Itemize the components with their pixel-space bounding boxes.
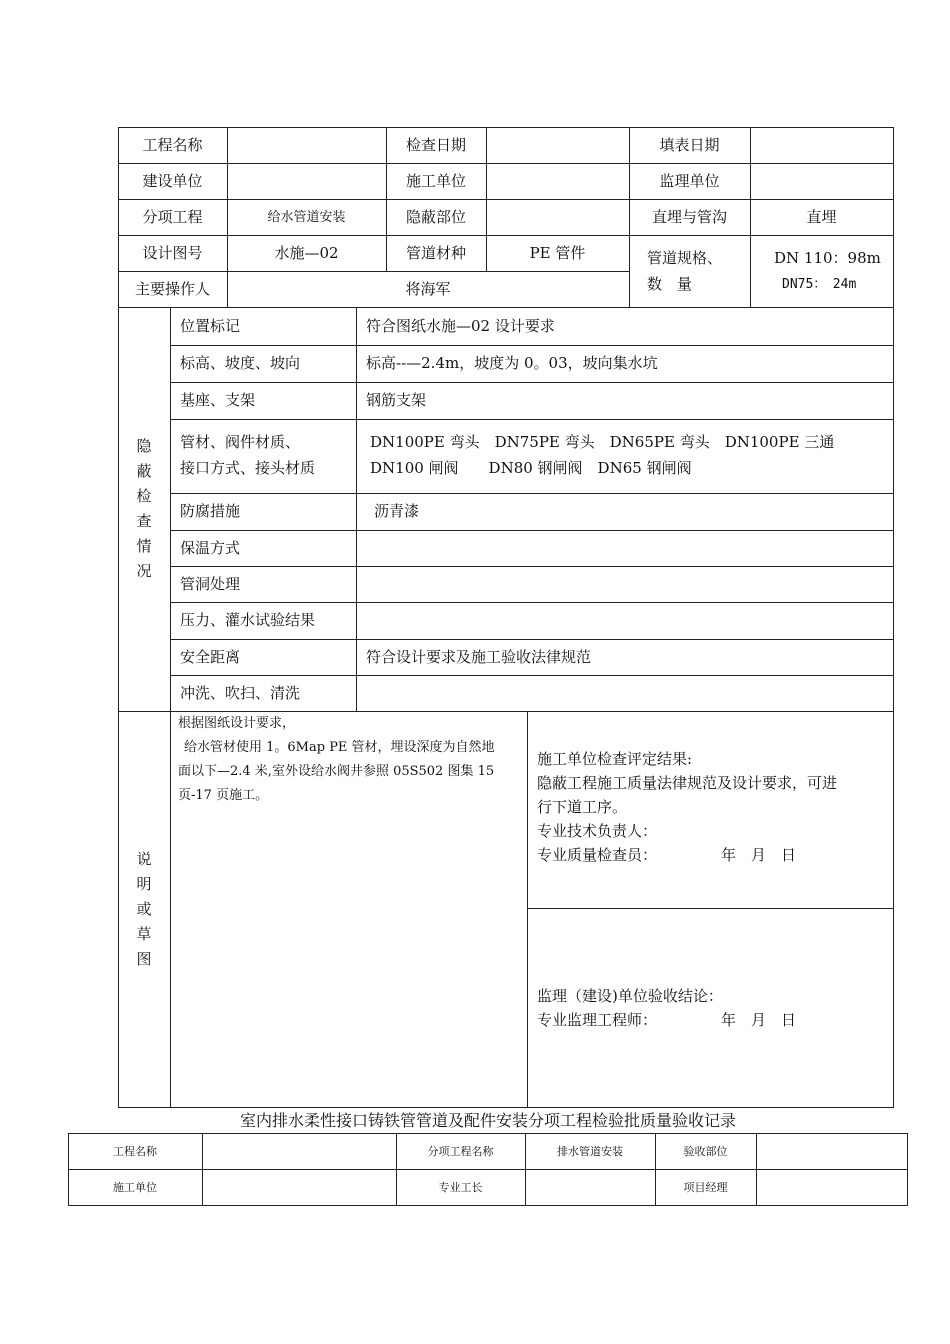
check-label-flushing: 冲洗、吹扫、清洗 xyxy=(180,683,301,702)
check-label-material-1: 管材、阀件材质、 xyxy=(180,432,301,451)
check-label-safety-distance: 安全距离 xyxy=(180,647,241,666)
construction-check-line: 行下道工序。 xyxy=(537,798,628,816)
quantity-label: 数 量 xyxy=(647,274,693,293)
construction-check-line: 专业技术负责人： xyxy=(537,822,658,840)
r2-foreman-label: 专业工长 xyxy=(438,1180,483,1194)
record2-title: 室内排水柔性接口铸铁管管道及配件安装分项工程检验批质量验收记录 xyxy=(239,1111,736,1130)
hidden-check-title-char: 隐 xyxy=(136,437,152,455)
check-value-position: 符合图纸水施—02 设计要求 xyxy=(366,316,555,335)
hidden-check-title-char: 蔽 xyxy=(136,462,152,480)
r2-subitem-name-value: 排水管道安装 xyxy=(557,1144,623,1158)
notes-line: 面以下—2.4 米,室外设给水阀井参照 05S502 图集 15 xyxy=(178,764,495,779)
check-value-pipe-hole xyxy=(356,566,893,602)
r2-project-manager-label: 项目经理 xyxy=(683,1180,728,1194)
drawing-no-label: 设计图号 xyxy=(142,243,203,262)
drawing-no-value: 水施—02 xyxy=(274,243,339,262)
check-label-insulation: 保温方式 xyxy=(180,538,241,557)
check-value-insulation xyxy=(356,530,893,566)
supervision-unit-label: 监理单位 xyxy=(659,171,720,190)
hidden-check-title xyxy=(118,307,170,711)
check-label-anticorrosion: 防腐措施 xyxy=(180,502,241,520)
spec-value-dn75: DN75： 24m xyxy=(782,276,857,292)
r2-acceptance-part-label: 验收部位 xyxy=(683,1144,728,1158)
construction-check-line: 隐蔽工程施工质量法律规范及设计要求，可进 xyxy=(537,774,838,792)
hidden-part-label: 隐蔽部位 xyxy=(405,207,466,226)
supervision-date: 年 月 日 xyxy=(721,1011,797,1029)
layout-label: 直埋与管沟 xyxy=(651,207,727,226)
r2-project-name-label: 工程名称 xyxy=(113,1144,157,1158)
pipe-material-label: 管道材种 xyxy=(405,243,466,262)
supervision-conclusion xyxy=(537,984,889,1032)
operator-label: 主要操作人 xyxy=(134,279,210,298)
check-value-material-1: DN100PE 弯头 DN75PE 弯头 DN65PE 弯头 DN100PE 三通 xyxy=(370,432,835,451)
construction-check-line: 施工单位检查评定结果: xyxy=(537,750,693,768)
builder-label: 建设单位 xyxy=(142,171,203,190)
r2-subitem-name-label: 分项工程名称 xyxy=(427,1144,494,1158)
check-value-elevation: 标高--—2.4m，坡度为 0。03，坡向集水坑 xyxy=(366,354,658,372)
check-label-position: 位置标记 xyxy=(180,316,241,335)
notes-line: 页-17 页施工。 xyxy=(178,788,269,803)
check-value-pressure-test xyxy=(356,602,893,639)
r2-construction-unit-label: 施工单位 xyxy=(113,1180,157,1194)
notes-line: 给水管材使用 1。6Map PE 管材，埋设深度为自然地 xyxy=(184,740,495,755)
hidden-check-title-char: 检 xyxy=(136,487,152,505)
supervision-engineer-label: 专业监理工程师： xyxy=(537,1011,658,1029)
construction-check-result xyxy=(537,747,889,867)
check-value-flushing xyxy=(356,675,893,711)
check-value-material-2: DN100 闸阀 DN80 钢闸阀 DN65 钢闸阀 xyxy=(370,458,692,477)
notes-title xyxy=(118,711,170,1107)
notes-title-char: 草 xyxy=(136,924,152,943)
notes-title-char: 明 xyxy=(136,874,152,893)
check-label-elevation: 标高、坡度、坡向 xyxy=(180,354,301,372)
notes-title-char: 图 xyxy=(136,949,152,968)
check-label-pipe-hole: 管洞处理 xyxy=(180,574,241,593)
hidden-check-title-char: 况 xyxy=(136,562,152,580)
supervision-line: 监理（建设)单位验收结论： xyxy=(537,987,723,1005)
notes-text xyxy=(178,712,523,808)
fill-date-label: 填表日期 xyxy=(659,135,720,154)
check-label-support: 基座、支架 xyxy=(180,391,256,409)
layout-value: 直埋 xyxy=(806,207,837,226)
subitem-value: 给水管道安装 xyxy=(267,209,346,225)
check-value-anticorrosion: 沥青漆 xyxy=(374,502,420,520)
hidden-check-title-char: 情 xyxy=(136,537,152,555)
project-name-label: 工程名称 xyxy=(142,135,203,154)
spec-value-dn110: DN 110：98m xyxy=(774,248,881,267)
check-label-material-2: 接口方式、接头材质 xyxy=(180,458,316,477)
operator-value: 将海军 xyxy=(405,279,451,298)
construction-unit-label: 施工单位 xyxy=(405,171,466,190)
notes-line: 根据图纸设计要求， xyxy=(178,716,296,731)
check-value-support: 钢筋支架 xyxy=(366,391,427,409)
subitem-label: 分项工程 xyxy=(142,207,203,226)
inspection-date: 年 月 日 xyxy=(721,846,797,864)
hidden-check-title-char: 查 xyxy=(136,512,152,530)
quality-inspector-label: 专业质量检查员： xyxy=(537,846,658,864)
spec-label: 管道规格、 xyxy=(647,248,723,267)
pipe-material-value: PE 管件 xyxy=(529,243,586,262)
check-date-label: 检查日期 xyxy=(405,135,466,154)
notes-title-char: 说 xyxy=(136,849,152,868)
check-label-pressure-test: 压力、灌水试验结果 xyxy=(180,611,316,629)
notes-title-char: 或 xyxy=(136,899,152,918)
check-value-safety-distance: 符合设计要求及施工验收法律规范 xyxy=(366,647,592,666)
